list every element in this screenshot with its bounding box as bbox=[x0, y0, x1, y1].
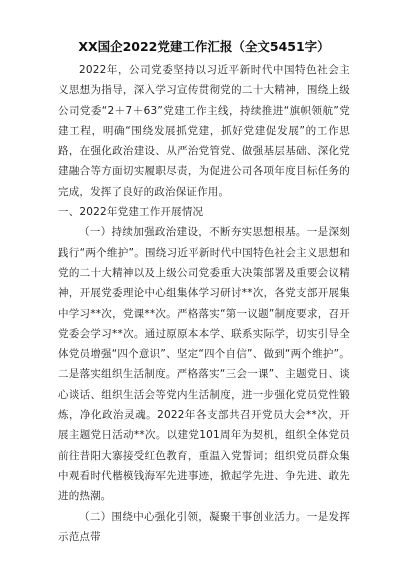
section-heading: 一、2022年党建工作开展情况 bbox=[58, 206, 204, 219]
body-paragraph: （二）围绕中心强化引领，凝聚干事创业活力。一是发挥示范点带 bbox=[58, 510, 350, 543]
body-paragraph: （一）持续加强政治建设，不断夯实思想根基。一是深刻践行“两个维护”。围绕习近平新时代中国特色社会主义思想和党的二十大精神以及上级公司党委重大决策部署及重要会议精神，开展党委理论中心组集体学习研讨**次，各党支部开展集中学习**次，党课**次。严格落实“第一议题”制度要求，召开党委会学习**次。通过原原本本学、联系实际学，切实引导全体党员增强“四个意识”、坚定“四个自信”、做到“两个维护”。二是落实组织生活制度。严格落实“三会一课”、主题党日、谈心谈话、组织生活会等党内生活制度，进一步强化党员党性锻炼，净化政治灵魂。2022年各支部共召开党员大会**次，开展主题党日活动**次。以建党101周年为契机，组织全体党员前往昔阳大寨接受红色教育，重温入党誓词；组织党员群众集中观看时代楷模钱海军先进事迹，掀起学先进、争先进、敢先进的热潮。 bbox=[58, 226, 350, 503]
document-title: XX国企2022党建工作汇报（全文5451字） bbox=[78, 39, 330, 54]
intro-paragraph: 2022年，公司党委坚持以习近平新时代中国特色社会主义思想为指导，深入学习宣传贯彻党的二十大精神，围绕上级公司党委“2＋7＋63”党建工作主线，持续推进“旗帜领航”党建工程，明确“围绕发展抓党建，抓好党建促发展”的工作思路，在强化政治建设、从严治党管党、做强基层基础、深化党建融合等方面切实履职尽责，为促进公司各项年度目标任务的完成，发挥了良好的政治保证作用。 bbox=[58, 64, 350, 198]
document-body bbox=[58, 60, 350, 547]
